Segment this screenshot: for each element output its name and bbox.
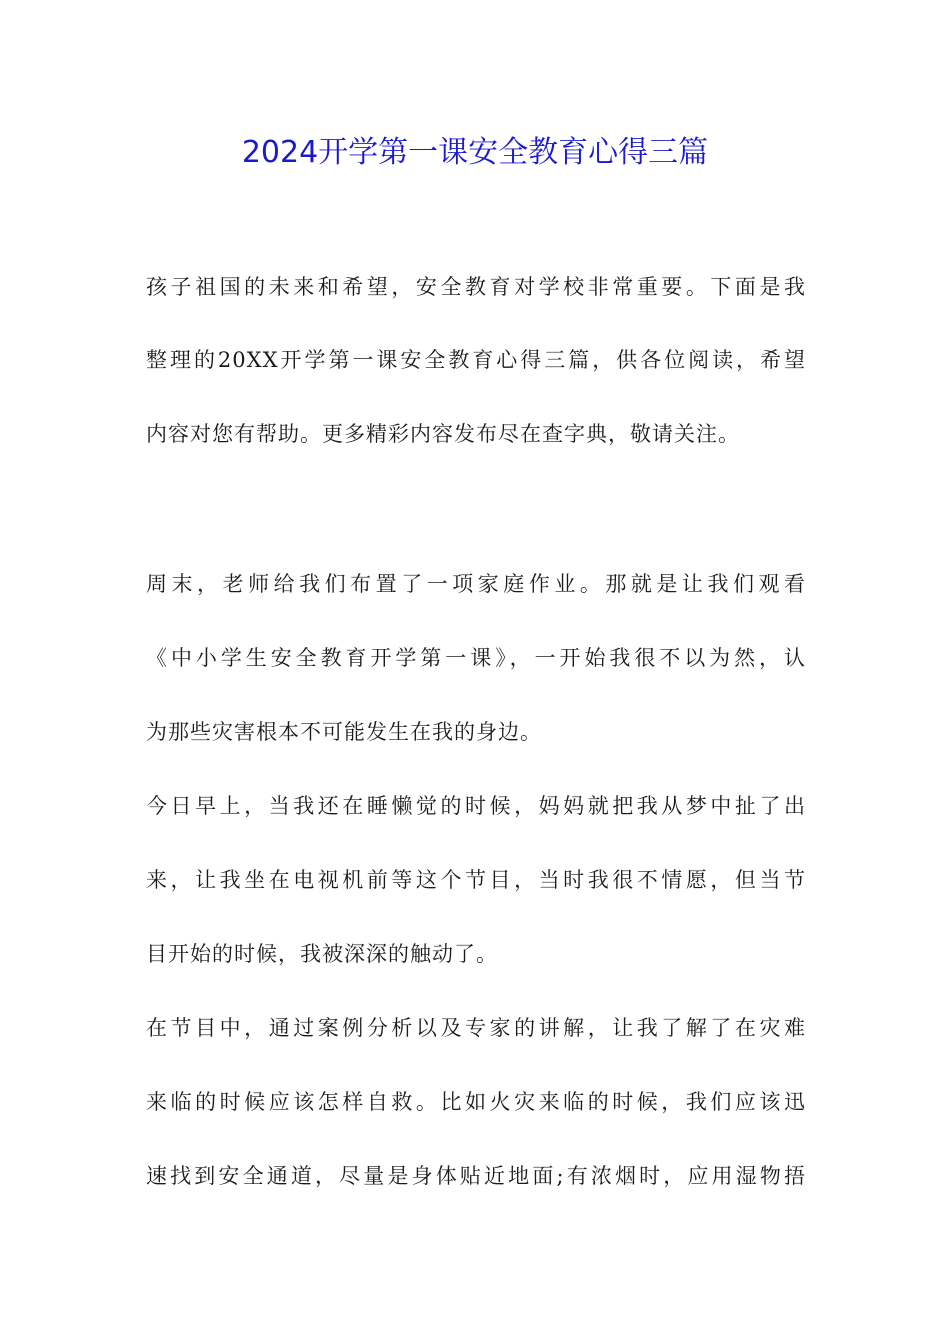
paragraph-line: 为那些灾害根本不可能发生在我的身边。	[146, 720, 542, 744]
paragraph-line: 《中小学生安全教育开学第一课》，一开始我很不以为然，认	[146, 646, 806, 670]
paragraph-line: 内容对您有帮助。更多精彩内容发布尽在查字典，敬请关注。	[146, 422, 740, 446]
paragraph-line: 周末，老师给我们布置了一项家庭作业。那就是让我们观看	[146, 572, 806, 596]
paragraph-line: 来临的时候应该怎样自救。比如火灾来临的时候，我们应该迅	[146, 1090, 806, 1114]
paragraph-line: 目开始的时候，我被深深的触动了。	[146, 942, 498, 966]
paragraph-line: 整理的20XX开学第一课安全教育心得三篇，供各位阅读，希望	[146, 348, 806, 372]
paragraph-line: 孩子祖国的未来和希望，安全教育对学校非常重要。下面是我	[146, 275, 806, 299]
paragraph-line: 在节目中，通过案例分析以及专家的讲解，让我了解了在灾难	[146, 1016, 806, 1040]
document-title: 2024开学第一课安全教育心得三篇	[241, 135, 709, 170]
paragraph-line: 速找到安全通道，尽量是身体贴近地面;有浓烟时，应用湿物捂	[146, 1164, 806, 1188]
paragraph-line: 今日早上，当我还在睡懒觉的时候，妈妈就把我从梦中扯了出	[146, 794, 806, 818]
paragraph-line: 来，让我坐在电视机前等这个节目，当时我很不情愿，但当节	[146, 868, 806, 892]
